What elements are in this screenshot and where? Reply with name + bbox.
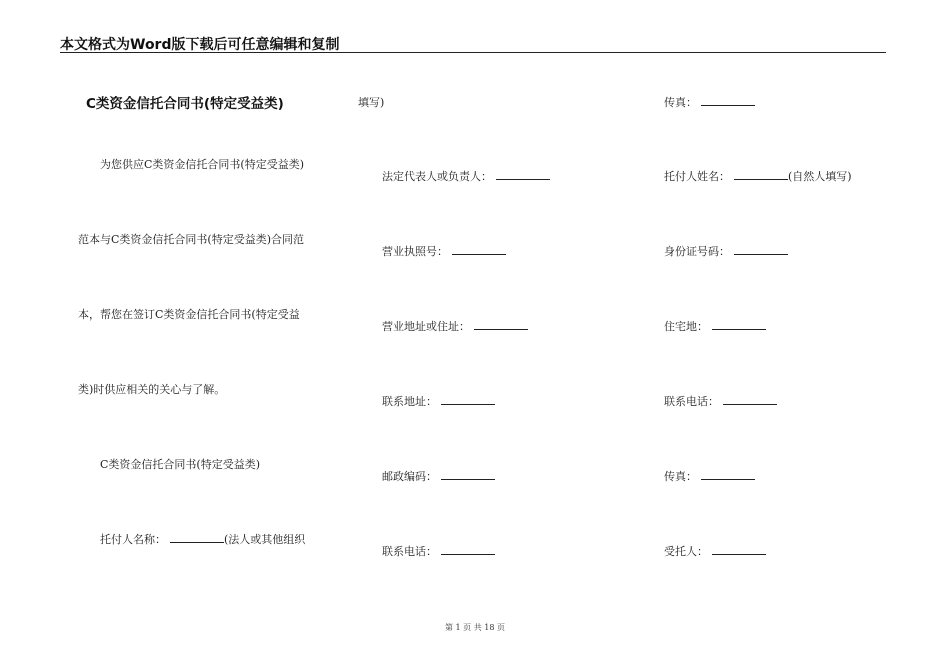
business-address-label: 营业地址或住址： [382, 320, 470, 333]
intro-line-2: 范本与C类资金信托合同书(特定受益类)合同范 [78, 233, 304, 246]
phone-label-col3: 联系电话： [664, 395, 719, 408]
fill-note-continued: 填写) [358, 96, 385, 109]
trustor-person-blank [734, 170, 788, 180]
id-number-blank [734, 245, 788, 255]
license-field [382, 243, 506, 259]
business-address-blank [474, 320, 528, 330]
fax-field [664, 468, 755, 484]
intro-line-4: 类)时供应相关的关心与了解。 [78, 383, 226, 396]
page-number: 第 1 页 共 18 页 [445, 623, 505, 632]
postal-code-field [382, 468, 495, 484]
intro-line-1: 为您供应C类资金信托合同书(特定受益类) [100, 158, 304, 171]
trustee-label: 受托人： [664, 545, 708, 558]
trustee-field [664, 543, 766, 559]
fax-label-top: 传真： [664, 96, 697, 109]
trustor-person-field [664, 168, 852, 184]
phone-field-col2 [382, 543, 495, 559]
business-address-field [382, 318, 528, 334]
postal-code-blank [441, 470, 495, 480]
phone-field-col3 [664, 393, 777, 409]
fax-field-top [664, 94, 755, 110]
phone-label-col2: 联系电话： [382, 545, 437, 558]
trustor-name-note: (法人或其他组织 [224, 533, 306, 546]
trustor-name-label: 托付人名称： [100, 533, 166, 546]
intro-line-3: 本，帮您在签订C类资金信托合同书(特定受益 [78, 308, 300, 321]
residence-label: 住宅地： [664, 320, 708, 333]
contact-address-field [382, 393, 495, 409]
legal-rep-field [382, 168, 550, 184]
contract-subtitle: C类资金信托合同书(特定受益类) [100, 458, 260, 471]
contact-address-blank [441, 395, 495, 405]
license-label: 营业执照号： [382, 245, 448, 258]
id-number-field [664, 243, 788, 259]
trustor-name-blank [170, 533, 224, 543]
fax-blank [701, 470, 755, 480]
residence-field [664, 318, 766, 334]
phone-blank-col2 [441, 545, 495, 555]
header-divider [60, 52, 886, 53]
contact-address-label: 联系地址： [382, 395, 437, 408]
fax-blank-top [701, 96, 755, 106]
trustee-blank [712, 545, 766, 555]
legal-rep-blank [496, 170, 550, 180]
trustor-person-label: 托付人姓名： [664, 170, 730, 183]
residence-blank [712, 320, 766, 330]
legal-rep-label: 法定代表人或负责人： [382, 170, 492, 183]
document-title: C类资金信托合同书(特定受益类) [86, 96, 284, 112]
trustor-name-field [100, 531, 305, 547]
postal-code-label: 邮政编码： [382, 470, 437, 483]
document-header: 本文格式为Word版下载后可任意编辑和复制 [60, 37, 340, 53]
license-blank [452, 245, 506, 255]
fax-label: 传真： [664, 470, 697, 483]
phone-blank-col3 [723, 395, 777, 405]
id-number-label: 身份证号码： [664, 245, 730, 258]
trustor-person-note: (自然人填写) [788, 170, 852, 183]
